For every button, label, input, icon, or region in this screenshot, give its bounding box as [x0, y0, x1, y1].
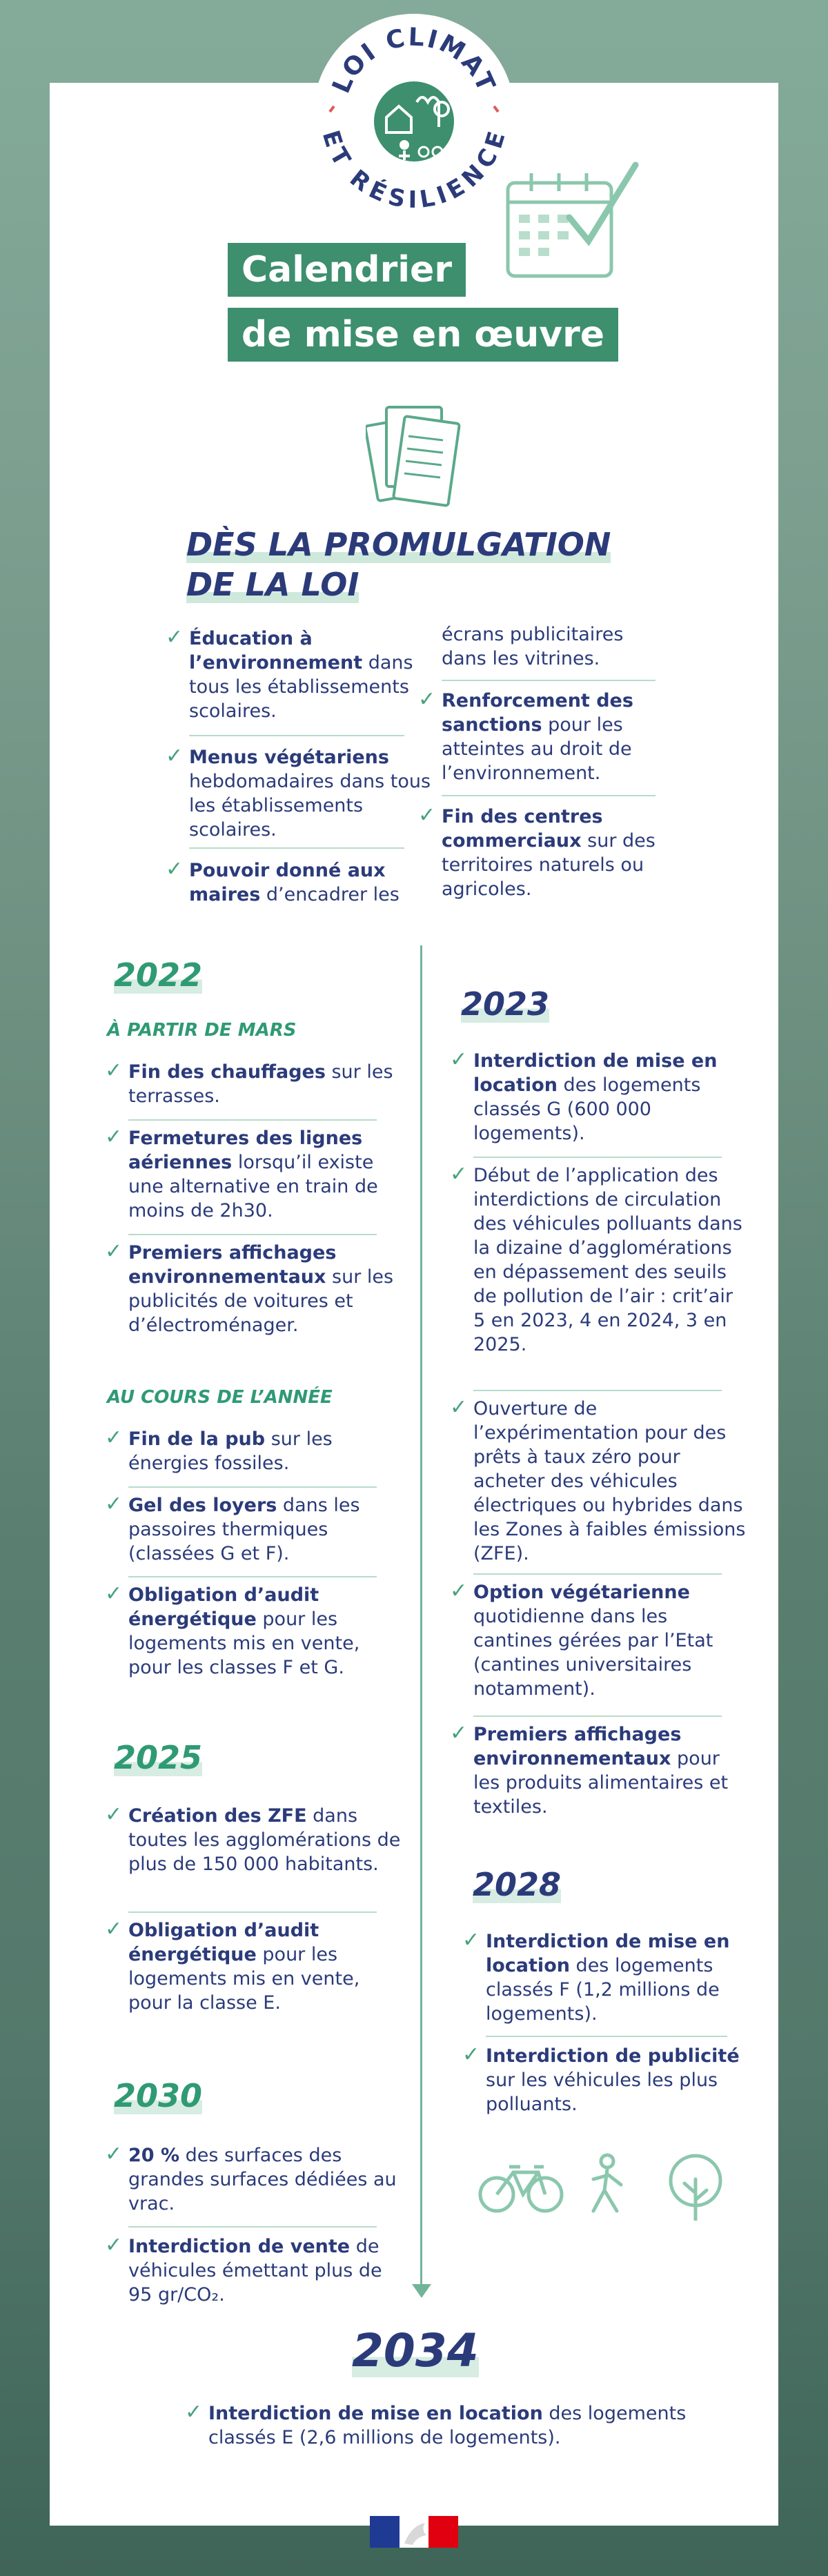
promulgation-heading-line2: DE LA LOI	[186, 566, 359, 603]
divider	[128, 1486, 377, 1488]
year-2034: 2034	[352, 2324, 479, 2377]
check-icon: ✓	[105, 1125, 123, 1149]
check-icon: ✓	[105, 1492, 123, 1516]
check-icon: ✓	[105, 1059, 123, 1083]
list-item: ✓ Interdiction de mise en location des logements classés E (2,6 millions de logements).	[185, 2400, 687, 2448]
divider	[128, 2226, 377, 2228]
check-icon: ✓	[450, 1721, 468, 1745]
check-icon: ✓	[105, 2142, 123, 2166]
list-item: ✓ Option végétarienne quotidienne dans les cantines gérées par l’Etat (cantines universitaires notamment).	[450, 1579, 713, 1700]
logo-emblem-icon	[313, 14, 515, 215]
list-item: ✓ Premiers affichages environnementaux pour les produits alimentaires et textiles.	[450, 1721, 729, 1818]
check-icon: ✓	[450, 1162, 468, 1186]
check-icon: ✓	[450, 1048, 468, 1072]
timeline-line	[420, 945, 422, 2291]
check-icon: ✓	[166, 857, 184, 881]
title-line-1: Calendrier	[228, 243, 466, 297]
divider	[442, 795, 656, 796]
list-item: ✓ Obligation d’audit énergétique pour les logements mis en vente, pour les classes F et G.	[105, 1582, 360, 1678]
promulgation-heading-line1: DÈS LA PROMULGATION	[186, 526, 611, 563]
divider	[128, 1234, 377, 1235]
list-item: ✓ Obligation d’audit énergétique pour les logements mis en vente, pour la classe E.	[105, 1917, 360, 2014]
check-icon: ✓	[450, 1395, 468, 1419]
subheading-mars: À PARTIR DE MARS	[107, 1020, 297, 1041]
divider	[442, 680, 656, 681]
check-icon: ✓	[166, 744, 184, 768]
list-item: ✓ Premiers affichages environnementaux sur les publicités de voitures et d’électroménager.	[105, 1239, 394, 1336]
check-icon: ✓	[105, 1426, 123, 1450]
documents-icon	[366, 393, 462, 518]
list-item: ✓ Pouvoir donné aux maires d’encadrer les	[166, 857, 400, 905]
title-line-2: de mise en œuvre	[228, 308, 618, 362]
check-icon: ✓	[166, 625, 184, 649]
bicycle-icon	[480, 2167, 562, 2211]
logo-bottom-text: ET RÉSILIENCE	[316, 127, 512, 214]
list-item: ✓ Menus végétariens hebdomadaires dans tous les établissements scolaires.	[166, 744, 431, 840]
divider	[128, 1576, 377, 1577]
divider	[486, 2036, 727, 2037]
list-item: ✓ Fin des chauffages sur les terrasses.	[105, 1059, 393, 1107]
check-icon: ✓	[105, 2233, 123, 2257]
list-item: ✓ Éducation à l’environnement dans tous les établissements scolaires.	[166, 625, 413, 722]
check-icon: ✓	[105, 1802, 123, 1827]
logo-top-text: LOI CLIMAT	[326, 23, 501, 98]
year-2023: 2023	[461, 985, 550, 1023]
check-icon: ✓	[105, 1582, 123, 1606]
list-item: ✓ Interdiction de vente de véhicules émettant plus de 95 gr/CO₂.	[105, 2233, 382, 2305]
divider	[473, 1390, 722, 1391]
mobility-icons	[476, 2152, 738, 2221]
check-icon: ✓	[105, 1239, 123, 1264]
timeline-arrow-icon	[412, 2284, 431, 2298]
list-item: ✓ Interdiction de publicité sur les véhicules les plus polluants.	[462, 2043, 740, 2115]
divider	[473, 1573, 722, 1575]
divider	[189, 735, 404, 736]
year-2028: 2028	[473, 1866, 562, 1903]
list-item: ✓ Ouverture de l’expérimentation pour des prêts à taux zéro pour acheter des véhicules électriques ou hybrides dans les Zones à faibles émissions (ZFE).	[450, 1395, 746, 1564]
divider	[128, 1119, 377, 1121]
list-item: ✓ Gel des loyers dans les passoires thermiques (classées G et F).	[105, 1492, 360, 1564]
divider	[128, 1911, 377, 1913]
republique-francaise-flag-icon	[370, 2516, 458, 2548]
list-item: ✓ Fermetures des lignes aériennes lorsqu’il existe une alternative en train de moins de 2h30.	[105, 1125, 378, 1221]
list-item: ✓ Fin de la pub sur les énergies fossiles.	[105, 1426, 333, 1474]
list-item: ✓ 20 % des surfaces des grandes surfaces dédiées au vrac.	[105, 2142, 397, 2214]
check-icon: ✓	[462, 1928, 480, 1952]
check-icon: ✓	[450, 1579, 468, 1603]
divider	[473, 1715, 722, 1717]
loi-climat-logo	[313, 14, 515, 215]
list-item: ✓ Renforcement des sanctions pour les atteintes au droit de l’environnement.	[418, 687, 633, 784]
promulgation-heading	[186, 524, 611, 604]
tree-icon	[671, 2156, 720, 2221]
divider	[189, 847, 404, 849]
list-item: ✓ Interdiction de mise en location des logements classés G (600 000 logements).	[450, 1048, 718, 1144]
check-icon: ✓	[418, 803, 436, 827]
year-2025: 2025	[114, 1739, 203, 1776]
list-item: ✓ Fin des centres commerciaux sur des territoires naturels ou agricoles.	[418, 803, 656, 900]
year-2022: 2022	[114, 956, 203, 994]
check-icon: ✓	[462, 2043, 480, 2067]
pedestrian-icon	[593, 2155, 621, 2211]
list-item: ✓ Création des ZFE dans toutes les agglomérations de plus de 150 000 habitants.	[105, 1802, 401, 1875]
calendar-check-icon	[504, 155, 642, 286]
list-item: ✓ Début de l’application des interdictions de circulation des véhicules polluants dans la dizaine d’agglomérations en dépassement des seuils de pollution de l’air : crit’air 5 en 2023, 4 en 2024, 3 en 2025.	[450, 1162, 742, 1355]
divider	[473, 1157, 722, 1158]
list-item-continued: écrans publicitaires dans les vitrines.	[442, 624, 624, 669]
check-icon: ✓	[105, 1917, 123, 1941]
subheading-annee: AU COURS DE L’ANNÉE	[107, 1387, 333, 1408]
check-icon: ✓	[418, 687, 436, 711]
list-item: ✓ Interdiction de mise en location des logements classés F (1,2 millions de logements).	[462, 1928, 730, 2025]
check-icon: ✓	[185, 2400, 203, 2424]
year-2030: 2030	[114, 2077, 203, 2114]
